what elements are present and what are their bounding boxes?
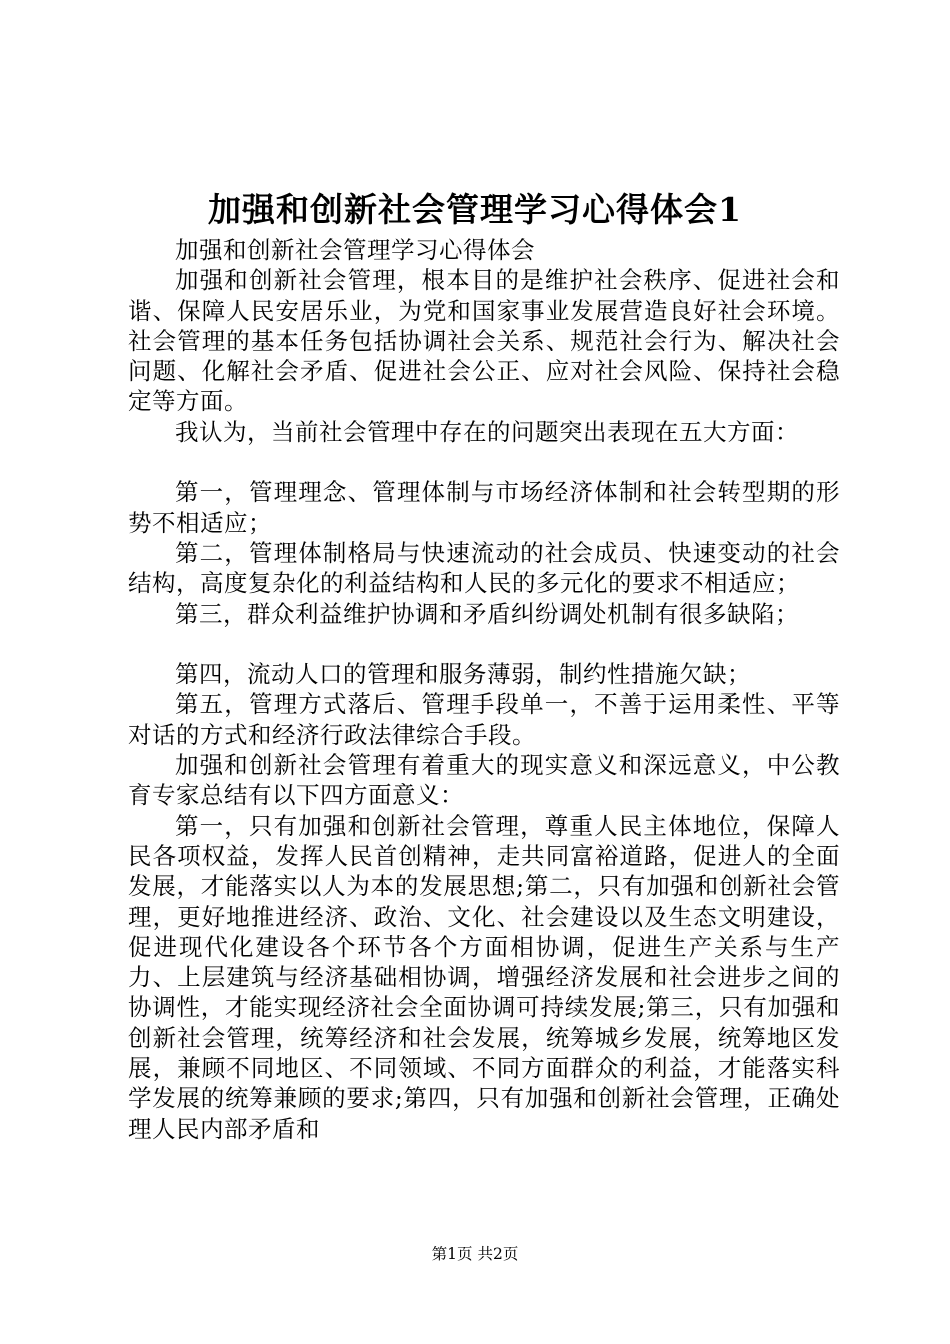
paragraph-subtitle: 加强和创新社会管理学习心得体会 xyxy=(175,236,535,264)
paragraph-problem-3: 第三，群众利益维护协调和矛盾纠纷调处机制有很多缺陷； xyxy=(175,599,799,628)
document-body xyxy=(128,235,840,1144)
paragraph-problem-1: 第一，管理理念、管理体制与市场经济体制和社会转型期的形势不相适应； xyxy=(128,478,840,537)
document-title: 加强和创新社会管理学习心得体会1 xyxy=(208,190,742,229)
paragraph-significance-lead: 加强和创新社会管理有着重大的现实意义和深远意义，中公教育专家总结有以下四方面意义： xyxy=(128,751,840,810)
paragraph-problems-lead: 我认为，当前社会管理中存在的问题突出表现在五大方面： xyxy=(175,417,799,446)
paragraph-problem-2: 第二，管理体制格局与快速流动的社会成员、快速变动的社会结构，高度复杂化的利益结构和人民的多元化的要求不相适应； xyxy=(128,538,840,598)
page-number-footer: 第1页 共2页 xyxy=(431,1245,519,1263)
paragraph-significance-body: 第一，只有加强和创新社会管理，尊重人民主体地位，保障人民各项权益，发挥人民首创精神，走共同富裕道路，促进人的全面发展，才能落实以人为本的发展思想;第二，只有加强和创新社会管理，更好地推进经济、政治、文化、社会建设以及生态文明建设，促进现代化建设各个环节各个方面相协调，促进生产关系与生产力、上层建筑与经济基础相协调，增强经济发展和社会进步之间的协调性，才能实现经济社会全面协调可持续发展;第三，只有加强和创新社会管理，统筹经济和社会发展，统筹城乡发展，统筹地区发展，兼顾不同地区、不同领域、不同方面群众的利益，才能落实科学发展的统筹兼顾的要求;第四，只有加强和创新社会管理，正确处理人民内部矛盾和 xyxy=(128,811,840,1143)
paragraph-problem-5: 第五，管理方式落后、管理手段单一，不善于运用柔性、平等对话的方式和经济行政法律综合手段。 xyxy=(128,690,840,749)
paragraph-intro: 加强和创新社会管理，根本目的是维护社会秩序、促进社会和谐、保障人民安居乐业，为党和国家事业发展营造良好社会环境。社会管理的基本任务包括协调社会关系、规范社会行为、解决社会问题、化解社会矛盾、促进社会公正、应对社会风险、保持社会稳定等方面。 xyxy=(128,266,840,416)
paragraph-problem-4: 第四，流动人口的管理和服务薄弱，制约性措施欠缺； xyxy=(175,660,751,689)
